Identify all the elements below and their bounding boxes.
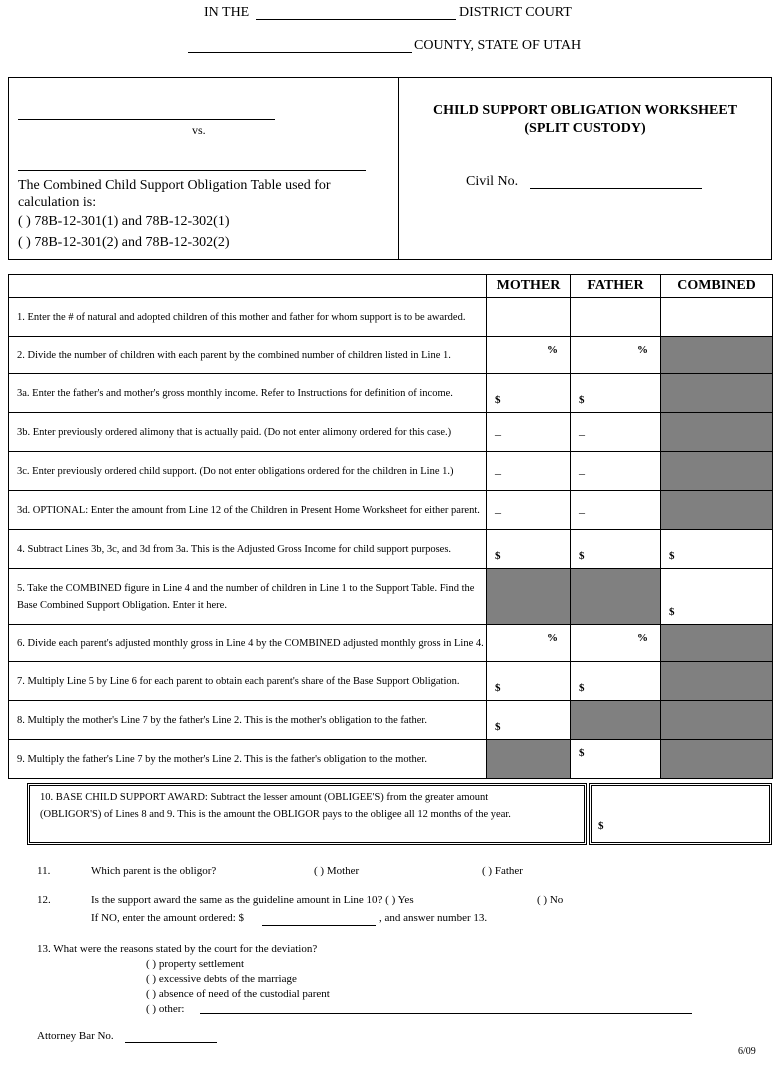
court-name-field[interactable] <box>256 19 456 20</box>
attorney-bar-no-label: Attorney Bar No. <box>37 1030 114 1042</box>
row-3a-label: 3a. Enter the father's and mother's gross monthly income. Refer to Instructions for definition of income. <box>9 374 487 413</box>
table-row <box>9 413 773 452</box>
dollar-sign: $ <box>669 606 675 618</box>
county-field[interactable] <box>188 52 412 53</box>
dash-mark: _ <box>495 501 501 515</box>
row-8-label: 8. Multiply the mother's Line 7 by the father's Line 2. This is the mother's obligation to the father. <box>9 701 487 740</box>
q12-no-checkbox[interactable]: ( ) No <box>537 894 564 906</box>
row-3d-father[interactable] <box>571 491 661 530</box>
row-4-father[interactable] <box>571 530 661 569</box>
q13-option-debts[interactable]: ( ) excessive debts of the marriage <box>146 973 297 985</box>
row-6-label: 6. Divide each parent's adjusted monthly gross in Line 4 by the COMBINED adjusted monthly gross in Line 4. <box>9 625 487 662</box>
q13-option-property[interactable]: ( ) property settlement <box>146 958 245 970</box>
dollar-sign: $ <box>598 820 604 832</box>
table-row <box>9 337 773 374</box>
q13-option-other[interactable]: ( ) other: <box>146 1003 185 1015</box>
row-6-mother[interactable] <box>487 625 571 662</box>
row-3c-mother[interactable] <box>487 452 571 491</box>
civil-no-field[interactable] <box>530 188 702 189</box>
row-3b-label: 3b. Enter previously ordered alimony that is actually paid. (Do not enter alimony ordered for this case.) <box>9 413 487 452</box>
row-7-father[interactable] <box>571 662 661 701</box>
row-3d-label: 3d. OPTIONAL: Enter the amount from Line 12 of the Children in Present Home Worksheet for either parent. <box>9 491 487 530</box>
vs-label: vs. <box>192 123 206 137</box>
attorney-bar-no-field[interactable] <box>125 1042 217 1043</box>
row-5-combined[interactable] <box>661 569 773 625</box>
dash-mark: _ <box>579 501 585 515</box>
q12-if-no-label: If NO, enter the amount ordered: $ <box>91 912 245 924</box>
dollar-sign: $ <box>579 394 585 406</box>
table-row <box>9 662 773 701</box>
table-row <box>9 530 773 569</box>
row-3b-father[interactable] <box>571 413 661 452</box>
q12-answer-13-label: , and answer number 13. <box>379 912 488 924</box>
q11-mother-checkbox[interactable]: ( ) Mother <box>314 865 360 877</box>
table-row <box>9 452 773 491</box>
row-3c-combined-shaded <box>661 452 773 491</box>
table-option-1[interactable]: ( ) 78B-12-301(1) and 78B-12-302(1) <box>18 214 230 229</box>
table-option-2[interactable]: ( ) 78B-12-301(2) and 78B-12-302(2) <box>18 235 230 250</box>
row-3d-mother[interactable] <box>487 491 571 530</box>
row-3a-mother[interactable] <box>487 374 571 413</box>
row-1-combined[interactable] <box>661 298 773 337</box>
q11-father-checkbox[interactable]: ( ) Father <box>482 865 523 877</box>
header-in-the: IN THE <box>204 5 250 20</box>
header-district-court: DISTRICT COURT <box>459 5 572 20</box>
worksheet-title: CHILD SUPPORT OBLIGATION WORKSHEET <box>432 103 738 118</box>
row-5-father-shaded <box>571 569 661 625</box>
dollar-sign: $ <box>579 747 585 759</box>
dollar-sign: $ <box>579 682 585 694</box>
row-7-label: 7. Multiply Line 5 by Line 6 for each parent to obtain each parent's share of the Base Support Obligation. <box>9 662 487 701</box>
mother-header: MOTHER <box>487 275 571 298</box>
row-8-mother[interactable] <box>487 701 571 740</box>
table-row <box>9 569 773 625</box>
q12-number: 12. <box>37 894 51 906</box>
row-2-label: 2. Divide the number of children with each parent by the combined number of children listed in Line 1. <box>9 337 487 374</box>
dollar-sign: $ <box>495 721 501 733</box>
row-6-combined-shaded <box>661 625 773 662</box>
line-10-label-box <box>27 783 587 845</box>
table-row <box>9 298 773 337</box>
table-used-label: The Combined Child Support Obligation Table used for calculation is: <box>18 178 331 210</box>
q11-number: 11. <box>37 865 51 877</box>
line-10-amount-box[interactable] <box>589 783 772 845</box>
label-header <box>9 275 487 298</box>
row-9-label: 9. Multiply the father's Line 7 by the mother's Line 2. This is the father's obligation to the mother. <box>9 740 487 779</box>
row-3a-father[interactable] <box>571 374 661 413</box>
row-7-mother[interactable] <box>487 662 571 701</box>
row-9-mother-shaded <box>487 740 571 779</box>
percent-sign: % <box>637 632 648 644</box>
row-3a-combined-shaded <box>661 374 773 413</box>
dollar-sign: $ <box>495 394 501 406</box>
caption-parties-box <box>8 77 399 260</box>
dollar-sign: $ <box>495 550 501 562</box>
row-4-label: 4. Subtract Lines 3b, 3c, and 3d from 3a. This is the Adjusted Gross Income for child support purposes. <box>9 530 487 569</box>
percent-sign: % <box>547 632 558 644</box>
table-row <box>9 374 773 413</box>
row-4-combined[interactable] <box>661 530 773 569</box>
table-row <box>9 491 773 530</box>
row-3c-label: 3c. Enter previously ordered child support. (Do not enter obligations ordered for the children in Line 1.) <box>9 452 487 491</box>
percent-sign: % <box>547 344 558 356</box>
row-7-combined-shaded <box>661 662 773 701</box>
q13-text: 13. What were the reasons stated by the court for the deviation? <box>37 943 318 955</box>
table-row <box>9 701 773 740</box>
q11-text: Which parent is the obligor? <box>91 865 217 877</box>
dollar-sign: $ <box>669 550 675 562</box>
row-3d-combined-shaded <box>661 491 773 530</box>
father-header: FATHER <box>571 275 661 298</box>
row-5-label: 5. Take the COMBINED figure in Line 4 and the number of children in Line 1 to the Support Table. Find the Base Combined Support Obligation. Enter it here. <box>9 569 487 625</box>
worksheet-table <box>8 274 773 779</box>
form-version: 6/09 <box>738 1046 756 1057</box>
table-row <box>9 625 773 662</box>
row-8-combined-shaded <box>661 701 773 740</box>
row-1-father[interactable] <box>571 298 661 337</box>
row-1-mother[interactable] <box>487 298 571 337</box>
row-10-label: 10. BASE CHILD SUPPORT AWARD: Subtract the lesser amount (OBLIGEE'S) from the greater amount (OBLIGOR'S) of Lines 8 and 9. This is the amount the OBLIGOR pays to the obligee all 12 months of the year. <box>40 792 511 820</box>
row-9-combined-shaded <box>661 740 773 779</box>
row-4-mother[interactable] <box>487 530 571 569</box>
row-2-father[interactable] <box>571 337 661 374</box>
q12-amount-field[interactable] <box>262 925 376 926</box>
row-6-father[interactable] <box>571 625 661 662</box>
dash-mark: _ <box>579 462 585 476</box>
row-1-label: 1. Enter the # of natural and adopted children of this mother and father for whom support is to be awarded. <box>9 298 487 337</box>
row-9-father[interactable] <box>571 740 661 779</box>
row-3b-combined-shaded <box>661 413 773 452</box>
q13-other-field[interactable] <box>200 1013 692 1014</box>
dash-mark: _ <box>495 462 501 476</box>
row-2-mother[interactable] <box>487 337 571 374</box>
worksheet-subtitle: (SPLIT CUSTODY) <box>524 121 646 136</box>
dash-mark: _ <box>495 423 501 437</box>
dollar-sign: $ <box>579 550 585 562</box>
row-3c-father[interactable] <box>571 452 661 491</box>
row-3b-mother[interactable] <box>487 413 571 452</box>
q12-text-yes[interactable]: Is the support award the same as the guideline amount in Line 10? ( ) Yes <box>91 894 414 906</box>
row-2-combined-shaded <box>661 337 773 374</box>
petitioner-field[interactable] <box>18 119 275 120</box>
dollar-sign: $ <box>495 682 501 694</box>
civil-no-label: Civil No. <box>466 174 519 189</box>
q13-option-need[interactable]: ( ) absence of need of the custodial parent <box>146 988 330 1000</box>
combined-header: COMBINED <box>661 275 773 298</box>
table-row <box>9 740 773 779</box>
row-8-father-shaded <box>571 701 661 740</box>
percent-sign: % <box>637 344 648 356</box>
dash-mark: _ <box>579 423 585 437</box>
row-5-mother-shaded <box>487 569 571 625</box>
header-county-state: COUNTY, STATE OF UTAH <box>414 38 582 53</box>
respondent-field[interactable] <box>18 170 366 171</box>
